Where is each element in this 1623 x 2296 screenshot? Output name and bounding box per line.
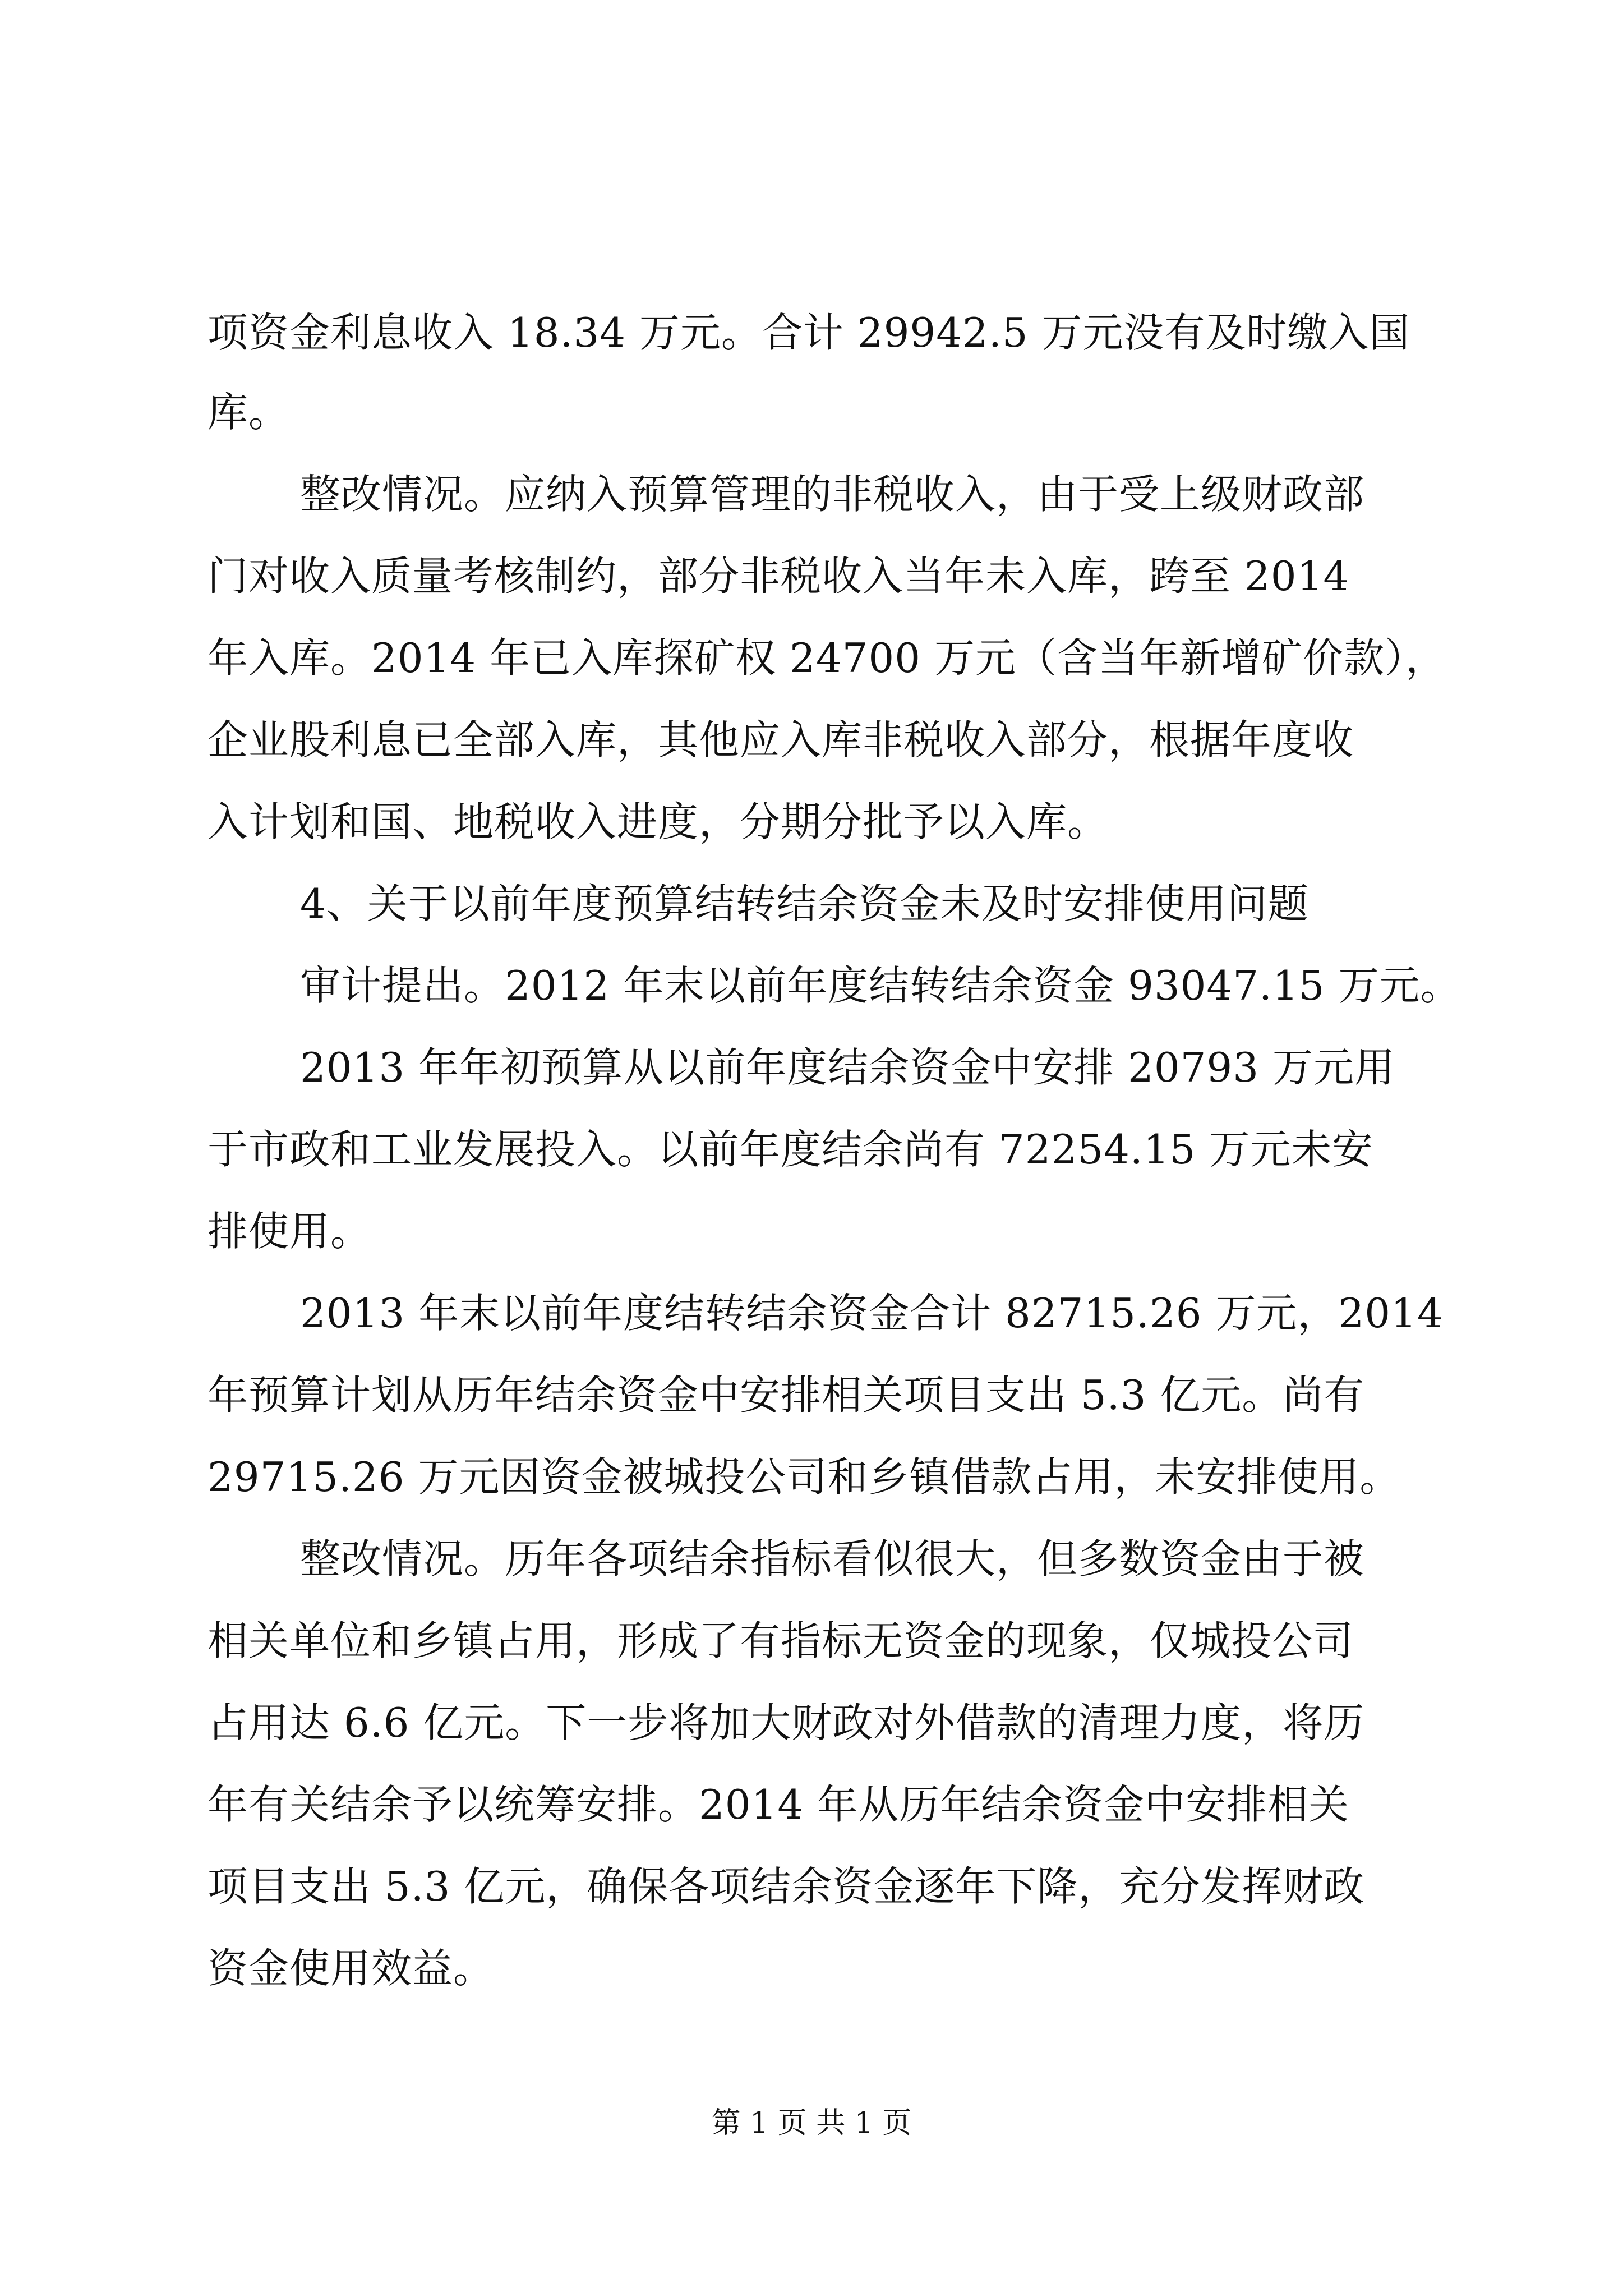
text-line: 2013 年末以前年度结转结余资金合计 82715.26 万元，2014 [300, 1290, 1444, 1337]
text-line: 整改情况。历年各项结余指标看似很大，但多数资金由于被 [300, 1535, 1365, 1582]
text-line: 占用达 6.6 亿元。下一步将加大财政对外借款的清理力度，将历 [208, 1699, 1365, 1746]
text-line: 年入库。2014 年已入库探矿权 24700 万元（含当年新增矿价款）， [208, 634, 1446, 682]
text-line: 资金使用效益。 [208, 1945, 495, 1992]
text-line: 库。 [208, 389, 290, 436]
text-line: 于市政和工业发展投入。以前年度结余尚有 72254.15 万元未安 [208, 1126, 1373, 1173]
section-heading: 4、关于以前年度预算结转结余资金未及时安排使用问题 [300, 880, 1309, 927]
text-line: 入计划和国、地税收入进度，分期分批予以入库。 [208, 798, 1109, 845]
text-line: 年预算计划从历年结余资金中安排相关项目支出 5.3 亿元。尚有 [208, 1372, 1365, 1419]
text-line: 排使用。 [208, 1208, 372, 1255]
page-footer: 第 1 页 共 1 页 [711, 2106, 912, 2140]
text-line: 项资金利息收入 18.34 万元。合计 29942.5 万元没有及时缴入国 [208, 309, 1410, 356]
text-line: 相关单位和乡镇占用，形成了有指标无资金的现象，仅城投公司 [208, 1617, 1354, 1664]
text-line: 2013 年年初预算从以前年度结余资金中安排 20793 万元用 [300, 1044, 1395, 1091]
text-line: 审计提出。2012 年末以前年度结转结余资金 93047.15 万元。 [300, 962, 1461, 1009]
text-line: 年有关结余予以统筹安排。2014 年从历年结余资金中安排相关 [208, 1781, 1350, 1828]
text-line: 项目支出 5.3 亿元，确保各项结余资金逐年下降，充分发挥财政 [208, 1863, 1365, 1910]
text-line: 门对收入质量考核制约，部分非税收入当年未入库，跨至 2014 [208, 553, 1350, 600]
text-line: 29715.26 万元因资金被城投公司和乡镇借款占用，未安排使用。 [208, 1453, 1401, 1501]
text-line: 企业股利息已全部入库，其他应入库非税收入部分，根据年度收 [208, 716, 1354, 763]
text-line: 整改情况。应纳入预算管理的非税收入，由于受上级财政部 [300, 471, 1365, 518]
